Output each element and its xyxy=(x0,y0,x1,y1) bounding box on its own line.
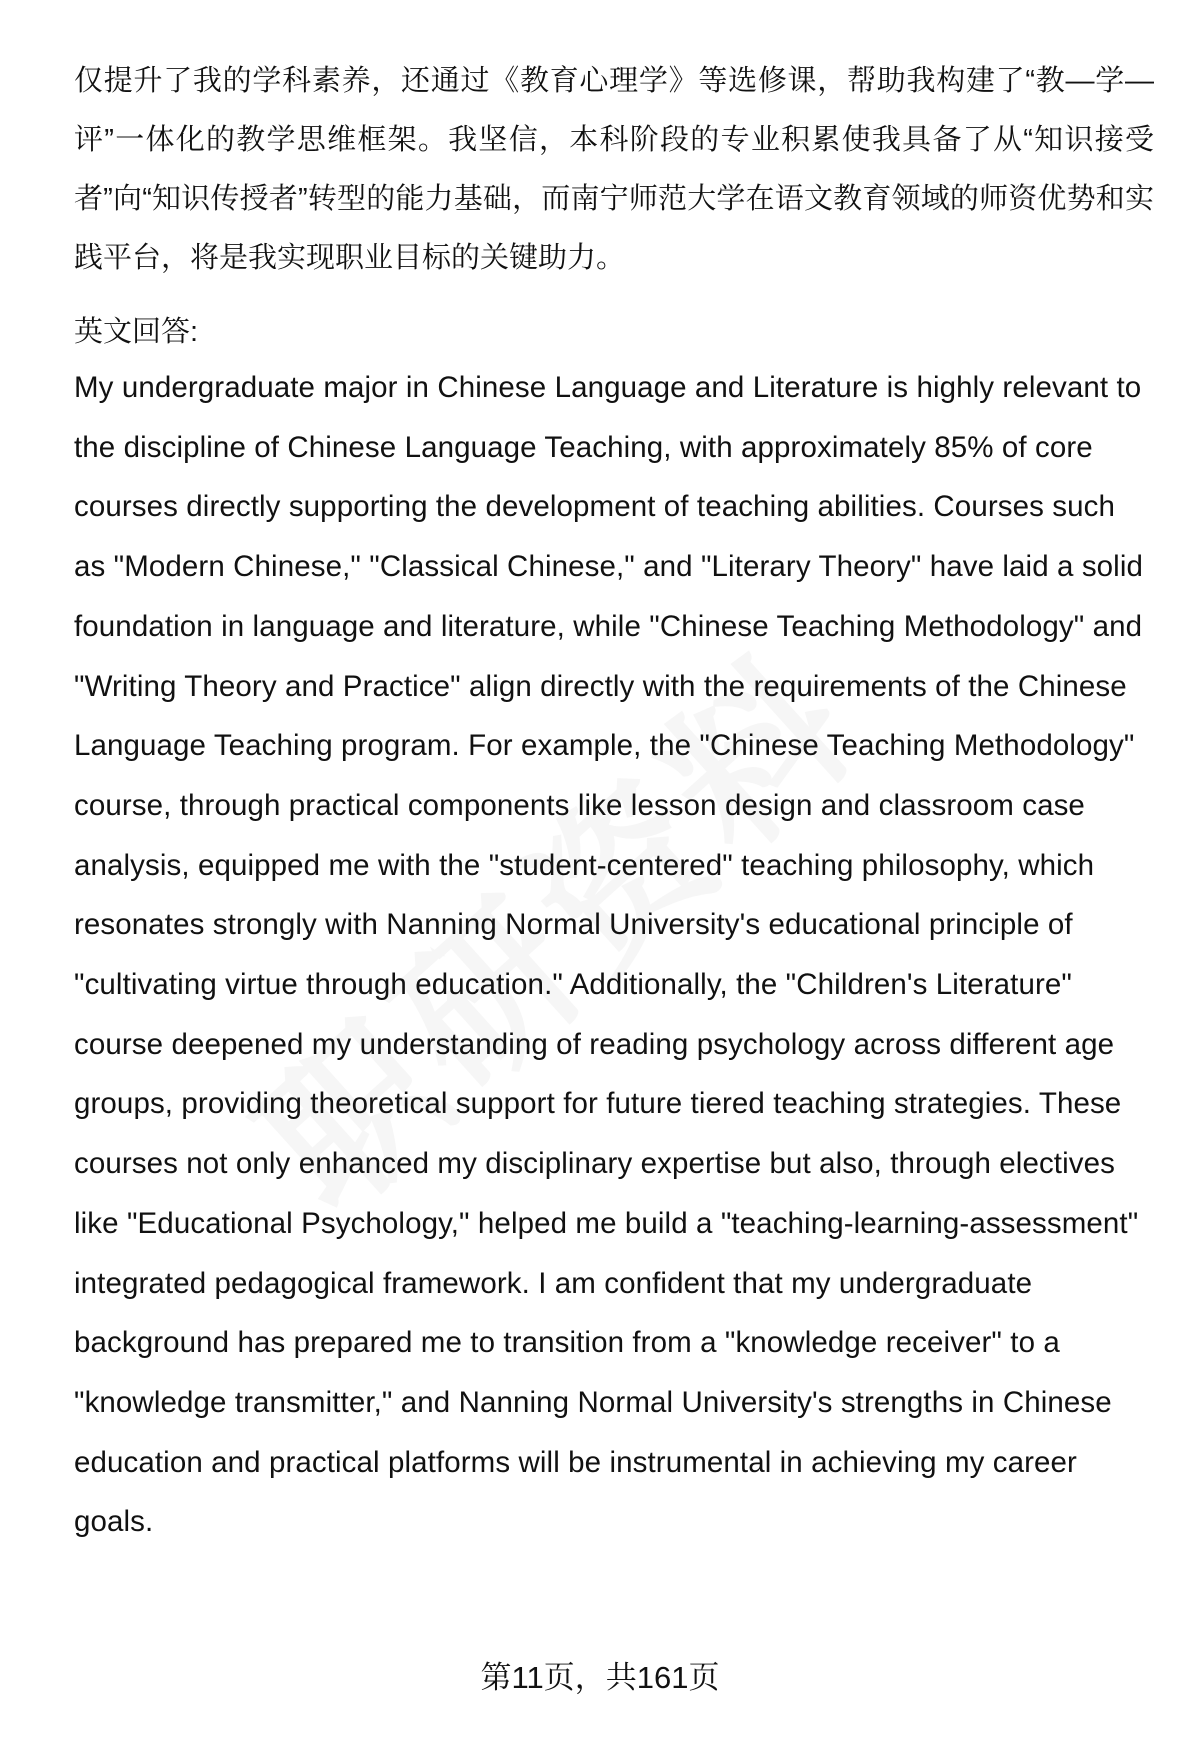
chinese-answer-paragraph: 仅提升了我的学科素养，还通过《教育心理学》等选修课，帮助我构建了“教—学—评”一体化的教学思维框架。我坚信，本科阶段的专业积累使我具备了从“知识接受者”向“知识传授者”转型的能力基础，而南宁师范大学在语文教育领域的师资优势和实践平台，将是我实现职业目标的关键助力。 xyxy=(74,65,1154,274)
document-body xyxy=(74,52,1154,1552)
page-number: 第11页，共161页 xyxy=(480,1660,720,1695)
english-answer-label: 英文回答: xyxy=(74,316,199,348)
english-answer-paragraph: My undergraduate major in Chinese Language and Literature is highly relevant to the discipline of Chinese Language Teaching, with approximately 85% of core courses directly supporting the development of teaching abilities. Courses such as "Modern Chinese," "Classical Chinese," and "Literary Theory" have laid a solid foundation in language and literature, while "Chinese Teaching Methodology" and "Writing Theory and Practice" align directly with the requirements of the Chinese Language Teaching program. For example, the "Chinese Teaching Methodology" course, through practical components like lesson design and classroom case analysis, equipped me with the "student-centered" teaching philosophy, which resonates strongly with Nanning Normal University's educational principle of "cultivating virtue through education." Additionally, the "Children's Literature" course deepened my understanding of reading psychology across different age groups, providing theoretical support for future tiered teaching strategies. These courses not only enhanced my disciplinary expertise but also, through electives like "Educational Psychology," helped me build a "teaching-learning-assessment" integrated pedagogical framework. I am confident that my undergraduate background has prepared me to transition from a "knowledge receiver" to a "knowledge transmitter," and Nanning Normal University's strengths in Chinese education and practical platforms will be instrumental in achieving my career goals. xyxy=(74,371,1143,1539)
